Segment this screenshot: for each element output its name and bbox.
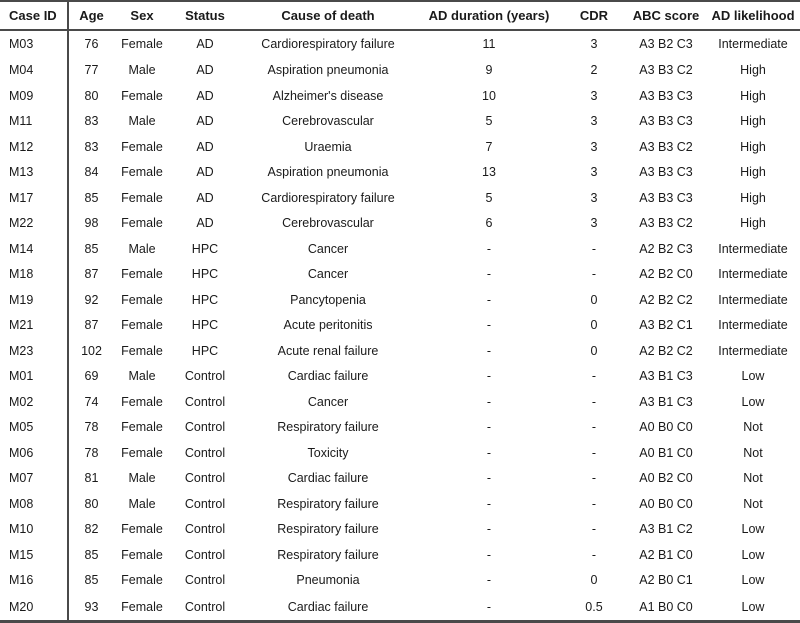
- table-row: [0, 338, 800, 364]
- cell-cause-of-death: Cardiac failure: [287, 471, 369, 486]
- table-row: [0, 83, 800, 109]
- cell-cdr: 3: [590, 114, 598, 129]
- table-row: [0, 517, 800, 543]
- cell-age: 80: [84, 88, 99, 103]
- cell-sex: Female: [121, 267, 163, 282]
- cell-abc-score: A3 B3 C2: [639, 216, 693, 231]
- cell-sex: Female: [121, 292, 163, 307]
- cell-abc-score: A2 B0 C1: [639, 573, 693, 588]
- cell-case-id: M22: [0, 210, 68, 236]
- cell-sex: Male: [128, 241, 156, 256]
- table-row: [0, 30, 800, 57]
- cell-abc-score: A3 B3 C3: [639, 165, 693, 180]
- cell-sex: Female: [121, 599, 163, 614]
- cell-cdr: -: [591, 496, 597, 511]
- cell-case-id: M23: [0, 338, 68, 364]
- cell-sex: Female: [121, 445, 163, 460]
- cell-case-id: M17: [0, 185, 68, 211]
- cell-sex: Female: [121, 420, 163, 435]
- table-row: [0, 593, 800, 621]
- cell-cause-of-death: Cancer: [307, 394, 349, 409]
- cell-sex: Female: [121, 165, 163, 180]
- cell-sex: Female: [121, 547, 163, 562]
- cell-status: Control: [184, 496, 226, 511]
- cell-sex: Female: [121, 216, 163, 231]
- cell-ad-duration: -: [486, 343, 492, 358]
- cell-cause-of-death: Aspiration pneumonia: [267, 63, 389, 78]
- cell-ad-likelihood: Intermediate: [718, 37, 788, 52]
- cell-ad-duration: 11: [482, 37, 496, 52]
- cell-age: 83: [84, 114, 99, 129]
- cell-ad-duration: -: [486, 394, 492, 409]
- cell-age: 87: [84, 318, 99, 333]
- header-cause-of-death: Cause of death: [240, 1, 416, 30]
- cell-age: 78: [84, 420, 99, 435]
- cell-ad-likelihood: Low: [741, 522, 765, 537]
- cell-status: AD: [196, 63, 214, 78]
- cell-status: HPC: [191, 292, 219, 307]
- table-row: [0, 440, 800, 466]
- cell-cdr: 0: [590, 292, 598, 307]
- table-body: [0, 30, 800, 622]
- header-age: Age: [68, 1, 114, 30]
- table-row: [0, 491, 800, 517]
- cell-ad-likelihood: Not: [743, 496, 763, 511]
- cell-case-id: M13: [0, 159, 68, 185]
- cell-status: AD: [196, 37, 214, 52]
- cell-status: Control: [184, 599, 226, 614]
- cell-ad-duration: -: [486, 369, 492, 384]
- cell-status: AD: [196, 114, 214, 129]
- cell-ad-duration: -: [486, 420, 492, 435]
- cell-cause-of-death: Pneumonia: [296, 573, 360, 588]
- cell-ad-duration: -: [486, 599, 492, 614]
- table-row: [0, 542, 800, 568]
- table-row: [0, 210, 800, 236]
- table-row: [0, 236, 800, 262]
- cell-age: 81: [84, 471, 99, 486]
- cell-sex: Male: [128, 496, 156, 511]
- cell-age: 77: [84, 63, 99, 78]
- cell-ad-likelihood: High: [740, 165, 766, 180]
- cell-case-id: M09: [0, 83, 68, 109]
- cell-abc-score: A2 B2 C0: [639, 267, 693, 282]
- cell-abc-score: A3 B1 C3: [639, 394, 693, 409]
- cell-ad-duration: -: [486, 522, 492, 537]
- cell-ad-likelihood: Not: [743, 471, 763, 486]
- cell-ad-duration: 9: [485, 63, 493, 78]
- table-row: [0, 159, 800, 185]
- cell-abc-score: A2 B2 C2: [639, 343, 693, 358]
- cell-abc-score: A2 B2 C2: [639, 292, 693, 307]
- cell-age: 78: [84, 445, 99, 460]
- cell-abc-score: A0 B0 C0: [639, 496, 693, 511]
- cell-status: Control: [184, 573, 226, 588]
- cell-ad-duration: 13: [482, 165, 496, 180]
- cell-age: 85: [84, 190, 99, 205]
- cell-sex: Female: [121, 190, 163, 205]
- cell-cdr: 3: [590, 216, 598, 231]
- header-case-id: Case ID: [0, 1, 68, 30]
- cell-cause-of-death: Respiratory failure: [277, 420, 379, 435]
- cell-cdr: 2: [590, 63, 598, 78]
- table-row: [0, 415, 800, 441]
- cell-ad-likelihood: Not: [743, 420, 763, 435]
- cell-sex: Female: [121, 139, 163, 154]
- header-abc-score: ABC score: [626, 1, 706, 30]
- cell-case-id: M18: [0, 261, 68, 287]
- cell-sex: Female: [121, 573, 163, 588]
- cell-case-id: M06: [0, 440, 68, 466]
- header-sex: Sex: [114, 1, 170, 30]
- cell-cause-of-death: Acute renal failure: [277, 343, 379, 358]
- cell-ad-likelihood: Intermediate: [718, 292, 788, 307]
- cell-cause-of-death: Cerebrovascular: [282, 216, 374, 231]
- cell-age: 82: [84, 522, 99, 537]
- cell-sex: Female: [121, 394, 163, 409]
- cell-age: 69: [84, 369, 99, 384]
- cell-status: HPC: [191, 343, 219, 358]
- cell-cdr: -: [591, 471, 597, 486]
- cell-ad-likelihood: Intermediate: [718, 267, 788, 282]
- cell-cdr: 3: [590, 37, 598, 52]
- cell-case-id: M20: [0, 593, 68, 621]
- cell-cdr: -: [591, 394, 597, 409]
- cell-ad-likelihood: Intermediate: [718, 343, 788, 358]
- cell-cdr: 3: [590, 139, 598, 154]
- table-row: [0, 287, 800, 313]
- cell-status: HPC: [191, 241, 219, 256]
- cell-sex: Male: [128, 114, 156, 129]
- cell-status: Control: [184, 522, 226, 537]
- cell-cdr: -: [591, 369, 597, 384]
- table-header: [0, 1, 800, 30]
- cell-age: 80: [84, 496, 99, 511]
- cell-ad-duration: 7: [485, 139, 493, 154]
- cell-status: Control: [184, 420, 226, 435]
- cell-cause-of-death: Uraemia: [304, 139, 352, 154]
- cell-cdr: -: [591, 267, 597, 282]
- cell-abc-score: A2 B1 C0: [639, 547, 693, 562]
- header-row: [0, 1, 800, 30]
- cell-cdr: -: [591, 420, 597, 435]
- cell-age: 84: [84, 165, 99, 180]
- cell-age: 102: [81, 343, 102, 358]
- header-status: Status: [170, 1, 240, 30]
- cell-status: AD: [196, 190, 214, 205]
- cell-ad-likelihood: Low: [741, 599, 765, 614]
- cell-age: 98: [84, 216, 99, 231]
- cell-status: AD: [196, 88, 214, 103]
- cell-sex: Male: [128, 63, 156, 78]
- cell-cause-of-death: Respiratory failure: [277, 496, 379, 511]
- cell-ad-duration: -: [486, 547, 492, 562]
- cell-status: AD: [196, 139, 214, 154]
- cell-age: 87: [84, 267, 99, 282]
- cell-ad-likelihood: High: [740, 114, 766, 129]
- cell-cdr: 3: [590, 190, 598, 205]
- cell-age: 76: [84, 37, 99, 52]
- cell-case-id: M14: [0, 236, 68, 262]
- cell-status: Control: [184, 394, 226, 409]
- cell-case-id: M05: [0, 415, 68, 441]
- cell-sex: Female: [121, 88, 163, 103]
- table-row: [0, 389, 800, 415]
- table-row: [0, 312, 800, 338]
- cell-ad-duration: -: [486, 318, 492, 333]
- cell-ad-likelihood: Low: [741, 573, 765, 588]
- cell-status: AD: [196, 216, 214, 231]
- cell-case-id: M08: [0, 491, 68, 517]
- cell-abc-score: A3 B3 C3: [639, 114, 693, 129]
- cell-age: 93: [84, 599, 99, 614]
- cell-case-id: M19: [0, 287, 68, 313]
- cell-sex: Female: [121, 343, 163, 358]
- cell-abc-score: A2 B2 C3: [639, 241, 693, 256]
- cell-ad-likelihood: Low: [741, 394, 765, 409]
- cell-cause-of-death: Toxicity: [307, 445, 349, 460]
- cell-ad-likelihood: High: [740, 190, 766, 205]
- cell-sex: Female: [121, 522, 163, 537]
- cell-status: Control: [184, 445, 226, 460]
- cell-case-id: M07: [0, 466, 68, 492]
- cell-case-id: M02: [0, 389, 68, 415]
- table-row: [0, 364, 800, 390]
- table-row: [0, 108, 800, 134]
- cell-status: Control: [184, 547, 226, 562]
- cell-abc-score: A3 B3 C2: [639, 63, 693, 78]
- cell-age: 85: [84, 241, 99, 256]
- cell-ad-duration: -: [486, 496, 492, 511]
- cell-abc-score: A0 B2 C0: [639, 471, 693, 486]
- cell-cdr: -: [591, 522, 597, 537]
- cell-cdr: -: [591, 241, 597, 256]
- cell-cause-of-death: Pancytopenia: [290, 292, 366, 307]
- cell-ad-duration: 5: [485, 114, 493, 129]
- cell-ad-duration: 5: [485, 190, 493, 205]
- cell-age: 85: [84, 573, 99, 588]
- cell-case-id: M03: [0, 30, 68, 57]
- cell-abc-score: A3 B3 C3: [639, 190, 693, 205]
- cell-ad-duration: -: [486, 267, 492, 282]
- cell-ad-duration: -: [486, 471, 492, 486]
- cell-ad-duration: 6: [485, 216, 493, 231]
- cell-age: 83: [84, 139, 99, 154]
- cell-age: 85: [84, 547, 99, 562]
- cell-status: Control: [184, 471, 226, 486]
- cell-ad-duration: -: [486, 573, 492, 588]
- cell-abc-score: A3 B3 C3: [639, 88, 693, 103]
- cell-ad-likelihood: Low: [741, 369, 765, 384]
- cell-abc-score: A3 B3 C2: [639, 139, 693, 154]
- cell-abc-score: A3 B1 C2: [639, 522, 693, 537]
- cell-status: AD: [196, 165, 214, 180]
- cell-case-id: M04: [0, 57, 68, 83]
- cell-cause-of-death: Cardiorespiratory failure: [261, 37, 395, 52]
- cell-cause-of-death: Cancer: [307, 267, 349, 282]
- table-row: [0, 57, 800, 83]
- cell-cause-of-death: Acute peritonitis: [283, 318, 373, 333]
- cell-age: 92: [84, 292, 99, 307]
- cell-ad-likelihood: High: [740, 63, 766, 78]
- cell-cdr: 0: [590, 318, 598, 333]
- cell-ad-likelihood: High: [740, 88, 766, 103]
- header-cdr: CDR: [562, 1, 626, 30]
- cell-case-id: M01: [0, 364, 68, 390]
- cell-status: HPC: [191, 267, 219, 282]
- cell-abc-score: A3 B2 C3: [639, 37, 693, 52]
- cell-sex: Female: [121, 37, 163, 52]
- cell-ad-likelihood: Intermediate: [718, 318, 788, 333]
- cell-cdr: 3: [590, 88, 598, 103]
- cell-cdr: 0: [590, 343, 598, 358]
- cell-ad-duration: -: [486, 445, 492, 460]
- cell-cause-of-death: Respiratory failure: [277, 522, 379, 537]
- cell-cause-of-death: Cerebrovascular: [282, 114, 374, 129]
- cell-ad-likelihood: High: [740, 139, 766, 154]
- cell-ad-likelihood: Low: [741, 547, 765, 562]
- cell-case-id: M11: [0, 108, 68, 134]
- cell-case-id: M16: [0, 568, 68, 594]
- cell-cdr: -: [591, 547, 597, 562]
- cell-cause-of-death: Cancer: [307, 241, 349, 256]
- cell-ad-likelihood: Intermediate: [718, 241, 788, 256]
- table-row: [0, 568, 800, 594]
- cell-abc-score: A3 B2 C1: [639, 318, 693, 333]
- cell-age: 74: [84, 394, 99, 409]
- cell-cause-of-death: Cardiorespiratory failure: [261, 190, 395, 205]
- cell-ad-likelihood: Not: [743, 445, 763, 460]
- cell-ad-duration: -: [486, 292, 492, 307]
- cell-ad-duration: -: [486, 241, 492, 256]
- cell-ad-likelihood: High: [740, 216, 766, 231]
- cell-cause-of-death: Respiratory failure: [277, 547, 379, 562]
- cell-abc-score: A3 B1 C3: [639, 369, 693, 384]
- cell-abc-score: A0 B1 C0: [639, 445, 693, 460]
- cell-cause-of-death: Cardiac failure: [287, 369, 369, 384]
- cell-cdr: 0.5: [585, 599, 603, 614]
- cell-sex: Male: [128, 369, 156, 384]
- table-row: [0, 261, 800, 287]
- cell-sex: Female: [121, 318, 163, 333]
- cell-ad-duration: 10: [482, 88, 496, 103]
- cell-case-id: M10: [0, 517, 68, 543]
- cell-abc-score: A0 B0 C0: [639, 420, 693, 435]
- header-ad-duration: AD duration (years): [416, 1, 562, 30]
- cell-cause-of-death: Aspiration pneumonia: [267, 165, 389, 180]
- cell-abc-score: A1 B0 C0: [639, 599, 693, 614]
- table-row: [0, 185, 800, 211]
- header-ad-likelihood: AD likelihood: [706, 1, 800, 30]
- cell-case-id: M21: [0, 312, 68, 338]
- table-row: [0, 466, 800, 492]
- cell-status: Control: [184, 369, 226, 384]
- cell-case-id: M12: [0, 134, 68, 160]
- cell-cdr: 0: [590, 573, 598, 588]
- table-row: [0, 134, 800, 160]
- cell-status: HPC: [191, 318, 219, 333]
- cell-cdr: -: [591, 445, 597, 460]
- cell-cdr: 3: [590, 165, 598, 180]
- cell-case-id: M15: [0, 542, 68, 568]
- cell-cause-of-death: Alzheimer's disease: [272, 88, 384, 103]
- cell-cause-of-death: Cardiac failure: [287, 599, 369, 614]
- cell-sex: Male: [128, 471, 156, 486]
